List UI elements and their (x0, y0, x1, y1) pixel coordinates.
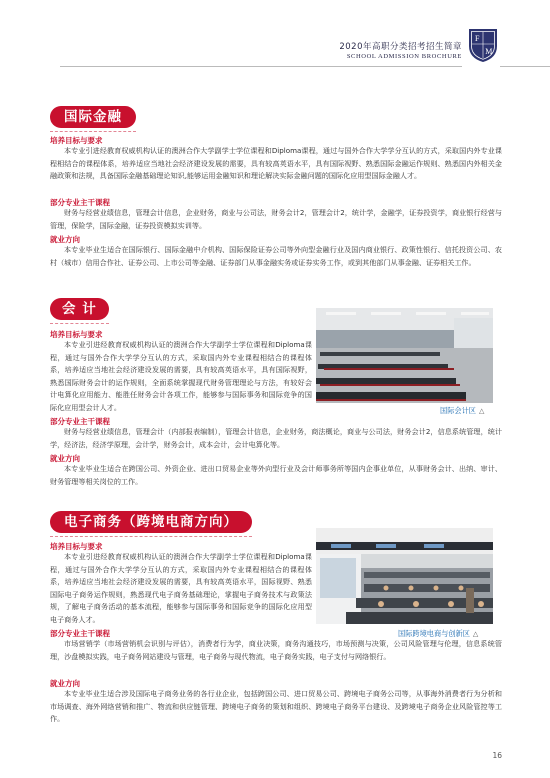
page-header (0, 0, 550, 70)
caption-text: 国际会计区 (440, 406, 476, 415)
accounting-goal-text: 本专业引进经教育权威机构认证的澳洲合作大学副学士学位课程和Diploma课程，通过与国外合作大学学分互认的方式，采取国内外专业课程相结合的课程体系，培养适应当地社会经济建设发展的需要，具有较高英语水平，具有国际视野，熟悉国际财务会计的运作规则，全面系统掌握现代财务管理理论与方法，有较好会计电算化应用能力、能胜任财务会计各项工作，能够参与国际事务和国际竞争的国际化应用型会计人才。 (50, 340, 312, 412)
finance-goal-text: 本专业引进经教育权威机构认证的澳洲合作大学副学士学位课程和Diploma课程，通过与国外合作大学学分互认的方式，采取国内外专业课程相结合的课程体系，培养适应当地社会经济建设发展的需要，具有较高英语水平，具有国际视野、熟悉国际金融运作规则、熟悉国内外相关金融政策和法规，具备国际金融基础理论知识,能够运用金融知识和理论解决实际金融问题的国际化应用型国际金融人才。 (50, 146, 502, 181)
school-crest-logo (466, 26, 500, 64)
ecommerce-career-heading: 就业方向 (50, 679, 80, 688)
accounting-courses-text: 财务与经营业绩信息，管理会计（内部报表编制），管理会计信息，企业财务，商法概论，商业与公司法，财务会计2，信息系统管理，统计学，经济法，经济学原理，会计学，财务会计，成本会计，会计电算化等。 (50, 427, 502, 449)
section-title-accounting: 会 计 (50, 298, 109, 320)
finance-courses-text: 财务与经营业绩信息，管理会计信息，企业财务，商业与公司法，财务会计2，管理会计2，统计学，金融学，证券投资学，商业银行经营与管理，保险学，国际金融，证券投资模拟实训等。 (50, 208, 502, 230)
accounting-goal-heading: 培养目标与要求 (50, 330, 103, 339)
brochure-title: 2020年高职分类招考招生简章 (339, 42, 462, 52)
brochure-subtitle: SCHOOL ADMISSION BROCHURE (346, 53, 462, 60)
ecommerce-courses-heading: 部分专业主干课程 (50, 629, 110, 638)
triangle-up-icon: △ (478, 407, 485, 415)
accounting-photo-caption (440, 406, 484, 416)
ecommerce-career-text: 本专业毕业生适合涉及国际电子商务业务的各行业企业，包括跨国公司、进口贸易公司、跨境电子商务公司等，从事海外消费者行为分析和市场调查、海外网络营销和推广、物流和供应链管理、跨境电子商务的策划和组织、跨境电子商务平台建设、及跨境电子商务企业风险管控等工作。 (50, 689, 502, 724)
ecommerce-courses-text: 市场营销学（市场营销机会识别与评估），消费者行为学，商业决策，商务沟通技巧，市场预测与决策，公司风险管理与伦理，信息系统管理，沙盘模拟实践，电子商务网站建设与管理，电子商务与现代物流，电子商务实践，电子支付与网络银行。 (50, 639, 502, 661)
ecommerce-goal-text: 本专业引进经教育权威机构认证的澳洲合作大学副学士学位课程和Diploma课程，通过与国外合作大学学分互认的方式，采取国内外专业课程相结合的课程体系，培养适应当地社会经济建设发展的需要，具有较高英语水平，国际视野、熟悉国际电子商务运作规则，熟悉现代电子商务基础理论，掌握电子商务技术与政策法规，了解电子商务活动的基本流程，能够参与国际事务和国际竞争的国际化应用型电子商务人才。 (50, 552, 312, 624)
header-divider (60, 66, 462, 67)
ecommerce-goal-heading: 培养目标与要求 (50, 542, 103, 551)
accounting-lab-photo (316, 308, 493, 403)
ecommerce-lab-photo (316, 528, 493, 624)
accounting-career-heading: 就业方向 (50, 454, 80, 463)
finance-career-text: 本专业毕业生适合在国际银行、国际金融中介机构、国际保险证券公司等外向型金融行业及国内商业银行、政策性银行、信托投资公司、农村（城市）信用合作社、证券公司、上市公司等金融、证券部门从事金融实务或证券实务工作，或到其他部门从事金融、证券相关工作。 (50, 245, 502, 267)
accounting-career-text: 本专业毕业生适合在跨国公司、外资企业、进出口贸易企业等外向型行业及会计师事务所等国内企事业单位，从事财务会计、出纳、审计、财务管理等相关岗位的工作。 (50, 464, 502, 486)
section-title-ecommerce: 电子商务（跨境电商方向） (50, 511, 252, 533)
logo-letter: F (474, 34, 480, 43)
triangle-up-icon: △ (472, 630, 479, 638)
finance-courses-heading: 部分专业主干课程 (50, 198, 110, 207)
finance-career-heading: 就业方向 (50, 235, 80, 244)
section-title-finance: 国际金融 (50, 106, 136, 128)
logo-letter: M (485, 47, 493, 56)
header-divider (500, 66, 550, 67)
caption-text: 国际跨境电商与创新区 (398, 629, 470, 638)
page-number: 16 (492, 751, 502, 760)
finance-goal-heading: 培养目标与要求 (50, 136, 103, 145)
accounting-courses-heading: 部分专业主干课程 (50, 417, 110, 426)
